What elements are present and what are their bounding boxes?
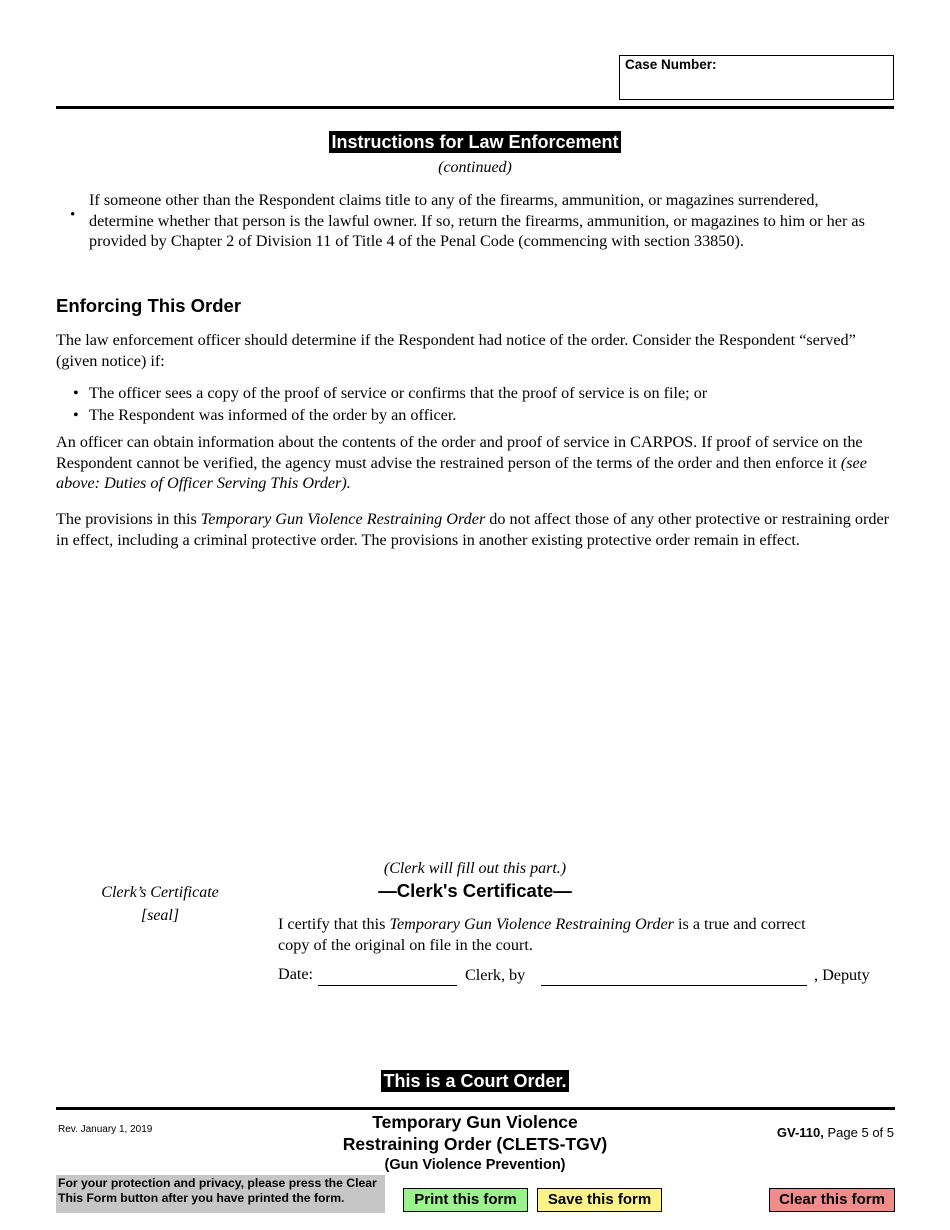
print-form-button[interactable]: Print this form (403, 1188, 528, 1212)
privacy-note: For your protection and privacy, please press the Clear This Form button after you have printed the form. (56, 1175, 385, 1213)
form-code (777, 1125, 894, 1140)
clerk-fill-note: (Clerk will fill out this part.) (383, 860, 567, 877)
page-number: Page 5 of 5 (827, 1125, 894, 1140)
revision-date: Rev. January 1, 2019 (58, 1124, 153, 1135)
section-title: Instructions for Law Enforcement (331, 132, 619, 152)
certify-text-b: is a true and correct copy of the original on file in the court. (278, 915, 806, 954)
form-title-line2: Restraining Order (CLETS-TGV) (342, 1134, 608, 1154)
certify-text-a: I certify that this (278, 915, 390, 933)
provisions-italic: Temporary Gun Violence Restraining Order (200, 510, 486, 528)
certify-italic: Temporary Gun Violence Restraining Order (389, 915, 674, 933)
enforcing-heading: Enforcing This Order (56, 295, 242, 316)
footer-rule (56, 1107, 895, 1110)
bullet-dot: • (70, 207, 76, 223)
provisions-text-a: The provisions in this (56, 510, 201, 528)
case-number-label: Case Number: (625, 57, 717, 72)
served-bullet: The Respondent was informed of the order by an officer. (89, 406, 457, 424)
provisions-paragraph (56, 509, 898, 550)
provisions-text-b: do not affect those of any other protective or restraining order in effect, including a criminal protective order. The provisions in another existing protective order remain in effect. (56, 510, 890, 549)
certify-statement (278, 914, 838, 955)
firearm-title-bullet: If someone other than the Respondent claims title to any of the firearms, ammunition, or magazines surrendered, determine whether that person is the lawful owner. If so, return the firearms, ammunition, or magazines to him or her as provided by Chapter 2 of Division 11 of Title 4 of the Penal Code (commencing with section 33850). (89, 191, 865, 250)
carpos-paragraph (56, 432, 898, 494)
bullet-dot: • (73, 406, 79, 424)
header-rule (56, 106, 894, 109)
carpos-italic: (see above: Duties of Officer Serving This Order). (56, 453, 867, 492)
section-title-wrap (0, 132, 950, 153)
notice-paragraph: The law enforcement officer should determine if the Respondent had notice of the order. Consider the Respondent “served” (given notice) if: (56, 331, 856, 370)
deputy-label: , Deputy (814, 966, 870, 984)
seal-label: [seal] (140, 907, 180, 924)
court-order-wrap (0, 1071, 950, 1092)
date-label: Date: (278, 965, 314, 983)
clerk-certificate-label: Clerk’s Certificate (101, 884, 219, 901)
date-field[interactable] (318, 985, 457, 986)
court-order-banner: This is a Court Order. (383, 1071, 567, 1091)
save-form-button[interactable]: Save this form (537, 1188, 662, 1212)
clerk-by-label: Clerk, by (465, 966, 526, 984)
served-bullet: The officer sees a copy of the proof of service or confirms that the proof of service is on file; or (89, 384, 708, 402)
clear-form-button[interactable]: Clear this form (769, 1188, 895, 1212)
form-subtitle: (Gun Violence Prevention) (384, 1157, 566, 1173)
form-number: GV-110, (776, 1125, 824, 1140)
clerk-certificate-title: —Clerk's Certificate— (378, 880, 572, 901)
carpos-text: An officer can obtain information about the contents of the order and proof of service in CARPOS. If proof of service on the Respondent cannot be verified, the agency must advise the restrained person of the terms of the order and then enforce it (56, 433, 863, 472)
case-number-box[interactable] (619, 55, 894, 100)
clerk-signature-field[interactable] (541, 985, 807, 986)
section-subtitle: (continued) (438, 159, 512, 176)
form-title-line1: Temporary Gun Violence (372, 1112, 578, 1132)
bullet-dot: • (73, 384, 79, 402)
